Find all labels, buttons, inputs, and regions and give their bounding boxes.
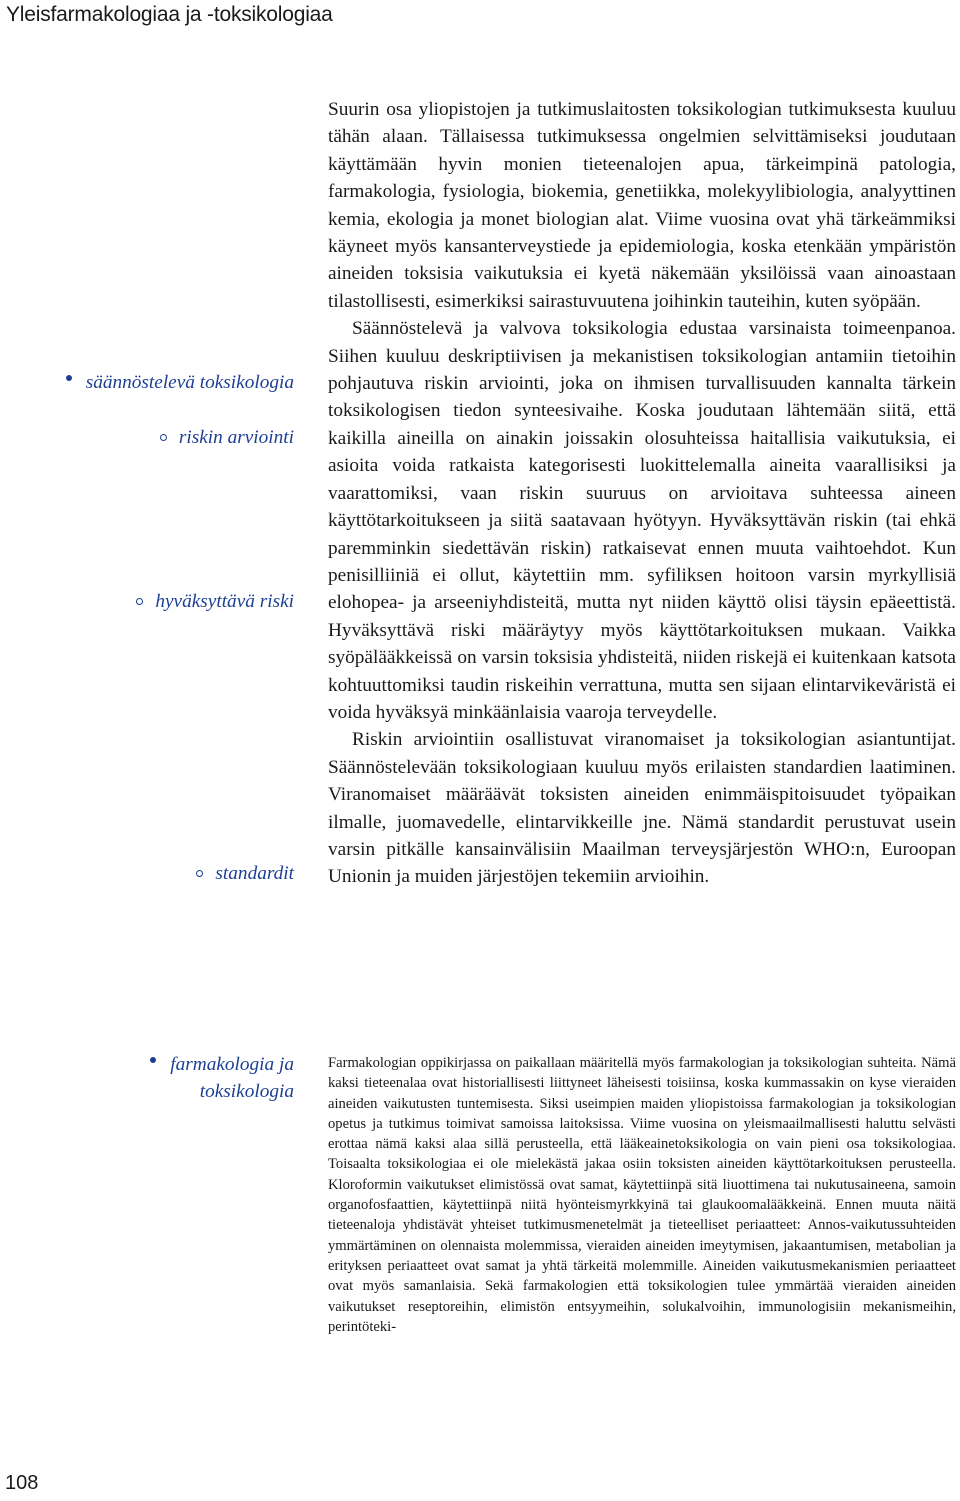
body-paragraph: Säännöstelevä ja valvova toksikologia edustaa varsinaista toimeenpanoa. Siihen kuuluu deskriptiivisen ja mekanistisen toksikologian antamiin tietoihin pohjautuva riskin arviointi, joka on ihmisen turvallisuuden kannalta tärkein toksikologisen tiedon synteesivaihe. Koska joudutaan lähtemään siitä, että kaikilla aineilla on ainakin joissakin olosuhteissa haitallisia vaikutuksia, ei asioita voida ratkaista kategorisesti luokittelemalla aineita vaarallisiksi ja vaarattomiksi, vaan riskin suuruus on arvioitava suhteessa aineen käyttötarkoitukseen ja siitä saatavaan hyötyyn. Hyväksyttävän riskin (tai ehkä paremminkin siedettävän riskin) ratkaisevat ennen muuta vaihtoehdot. Kun penisilliiniä ei ollut, käytettiin mm. syfiliksen hoitoon varsin myrkyllisiä elohopea- ja arseeniyhdisteitä, mutta nyt niiden käyttö olisi täysin epäeettistä. Hyväksyttävä riski määräytyy myös käyttötarkoituksen mukaan. Vaikka syöpälääkkeissä on varsin toksisia yhdisteitä, niiden riskejä ei kuitenkaan katsota kohtuuttomiksi taudin riskeihin verrattuna, mutta sen sijaan elintarvikeväristä ei voida hyväksyä minkäänlaisia vaaroja terveydelle. bbox=[328, 318, 956, 723]
margin-term-standards bbox=[196, 860, 294, 887]
small-print-paragraph: Farmakologian oppikirjassa on paikallaan määritellä myös farmakologian ja toksikologian suhteita. Nämä kaksi tieteenalaa ovat historiallisesti liittyneet läheisesti toisiinsa, koska kummassakin on kyse vieraiden aineiden vaikutusten tuntemisesta. Siksi useimpien maiden yliopistoissa farmakologian ja toksikologian opetus ja tutkimus toimivat samoissa laitoksissa. Viime vuosina on yleismaailmallisesti haluttu selvästi erottaa nämä kaksi alaa sillä perusteella, että lääkeainetoksikologia on vain pieni osa toksikologiaa. Toisaalta toksikologiaa ei ole mielekästä jakaa osiin toksisten aineiden käyttötarkoituksen perusteella. Kloroformin vaikutukset elimistössä ovat samat, käytettiinpä sitä liuottimena tai nukutusaineena, samoin organofosfaattien, käytettiinpä niitä hyönteismyrkkyinä tai glaukoomalääkkeinä. Ennen muuta näitä tieteenaloja yhdistävät yhteiset tutkimusmenetelmät ja tieteelliset periaatteet: Annos-vaikutussuhteiden ymmärtäminen on olennaista molemmissa, vieraiden aineiden imeytymisen, jakaantumisen, metabolian ja erityksen periaatteet ovat samat ja yhtä tärkeitä molemmille. Aineiden vaikutusmekanismien periaatteet ovat myös samanlaisia. Sekä farmakologien että toksikologien tulee ymmärtää vieraiden aineiden vaikutukset reseptoreihin, elimistön entsyymeihin, solukalvoihin, immunologisiin mekanismeihin, perintöteki- bbox=[328, 1055, 956, 1335]
bullet-ring-icon bbox=[196, 870, 203, 877]
margin-term-risk-assessment bbox=[160, 424, 294, 451]
running-header-title: Yleisfarmakologiaa ja -toksikologiaa bbox=[6, 3, 333, 26]
margin-term-label-line1: farmakologia ja bbox=[170, 1054, 294, 1075]
page-number: 108 bbox=[5, 1472, 39, 1494]
margin-term-acceptable-risk bbox=[136, 588, 294, 615]
margin-term-regulatory-toxicology bbox=[66, 369, 294, 396]
margin-term-label: säännöstelevä toksikologia bbox=[85, 372, 294, 393]
margin-term-label-line2: toksikologia bbox=[199, 1081, 294, 1102]
bullet-ring-icon bbox=[160, 434, 167, 441]
body-paragraph: Suurin osa yliopistojen ja tutkimuslaitosten toksikologian tutkimuksesta kuuluu tähän alaan. Tällaisessa tutkimuksessa ongelmien selvittämiseksi joudutaan käyttämään hyvin monien tieteenalojen apua, tärkeimpinä patologia, farmakologia, fysiologia, biokemia, genetiikka, molekyylibiologia, analyyttinen kemia, ekologia ja monet biologian alat. Viime vuosina ovat yhä tärkeämmiksi käyneet myös kansanterveystiede ja epidemiologia, koska etenkään ympäristön aineiden toksisia vaikutuksia ei kyetä näkemään yksilöissä vaan ainoastaan tilastollisesti, esimerkiksi sairastuvuutena joihinkin tauteihin, kuten syöpään. bbox=[328, 99, 956, 312]
margin-term-label: hyväksyttävä riski bbox=[155, 591, 294, 612]
margin-term-line bbox=[150, 1051, 294, 1078]
margin-term-label: riskin arviointi bbox=[178, 427, 294, 448]
margin-term-label: standardit bbox=[215, 863, 294, 884]
bullet-dot-icon bbox=[150, 1057, 156, 1063]
small-print-section bbox=[328, 1053, 956, 1337]
bullet-dot-icon bbox=[66, 375, 72, 381]
bullet-ring-icon bbox=[136, 598, 143, 605]
margin-term-pharmacology-and-toxicology bbox=[150, 1051, 294, 1105]
main-text-column bbox=[328, 96, 956, 891]
body-paragraph: Riskin arviointiin osallistuvat viranomaiset ja toksikologian asiantuntijat. Säännöstelevään toksikologiaan kuuluu myös erilaisten standardien laatiminen. Viranomaiset määräävät toksisten aineiden enimmäispitoisuudet työpaikan ilmalle, juomavedelle, elintarvikkeille jne. Nämä standardit perustuvat usein varsin pitkälle kansainvälisiin Maailman terveysjärjestön WHO:n, Euroopan Unionin ja muiden järjestöjen tekemiin arvioihin. bbox=[328, 729, 956, 888]
